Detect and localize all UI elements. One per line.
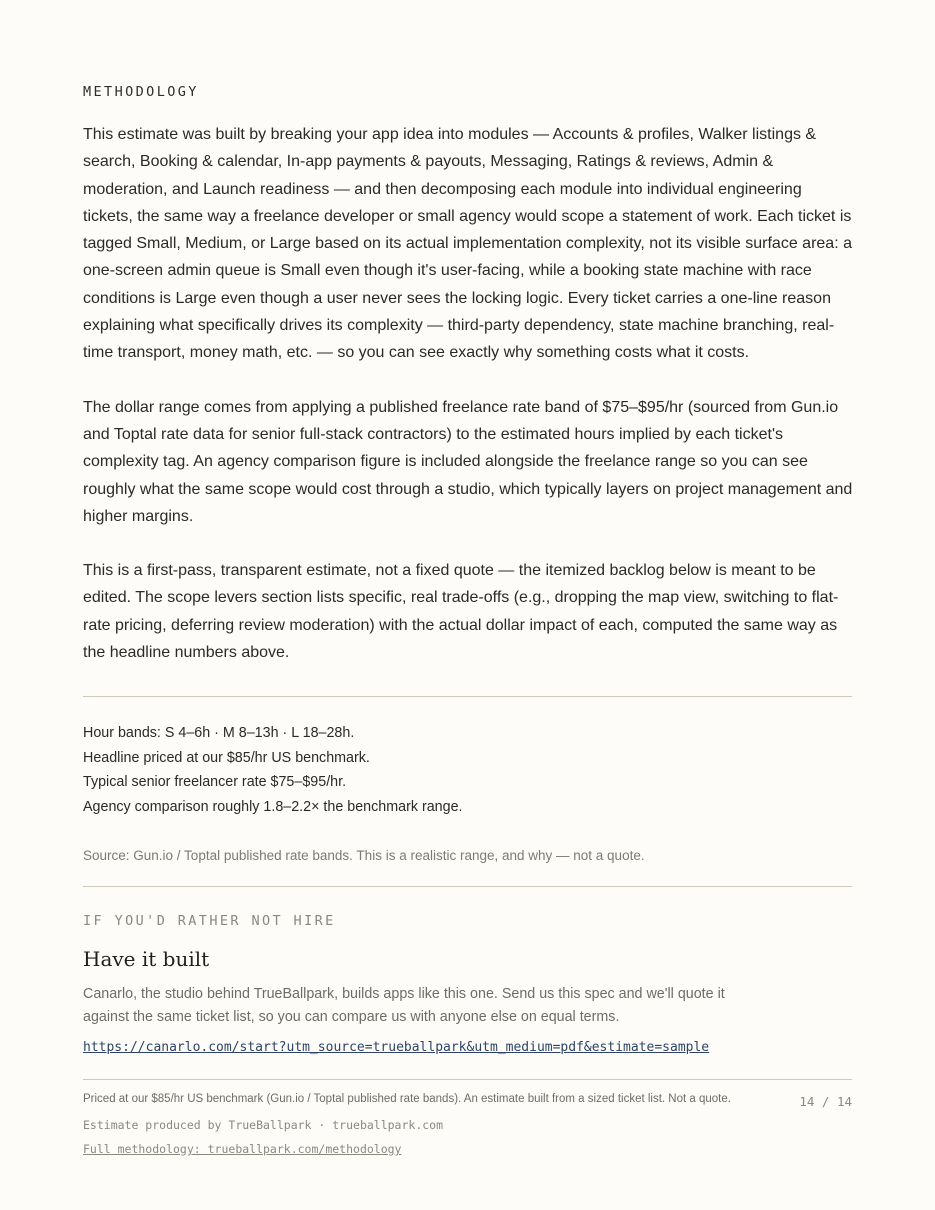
hour-bands — [83, 721, 463, 819]
hire-description: Canarlo, the studio behind TrueBallpark, builds apps like this one. Send us this spec and we'll quote it against the same ticket list, so you can compare us with anyone else on equal terms. — [83, 986, 725, 1025]
hire-title: Have it built — [83, 947, 210, 971]
methodology-body — [83, 121, 855, 693]
divider — [83, 886, 852, 887]
source-note: Source: Gun.io / Toptal published rate bands. This is a realistic range, and why — not a quote. — [83, 848, 645, 863]
divider — [83, 696, 852, 697]
methodology-link[interactable]: Full methodology: trueballpark.com/methodology — [83, 1142, 402, 1156]
hour-band-line: Agency comparison roughly 1.8–2.2× the benchmark range. — [83, 798, 463, 815]
hour-band-line: Typical senior freelancer rate $75–$95/hr. — [83, 774, 347, 790]
hour-band-line: Headline priced at our $85/hr US benchmark. — [83, 749, 370, 766]
hire-label: IF YOU'D RATHER NOT HIRE — [83, 913, 336, 929]
footer-note: Priced at our $85/hr US benchmark (Gun.io / Toptal published rate bands). An estimate built from a sized ticket list. Not a quote. — [83, 1093, 731, 1105]
methodology-paragraph: This estimate was built by breaking your app idea into modules — Accounts & profiles, Walker listings & search, Booking & calendar, In-app payments & payouts, Messaging, Ratings & reviews, Admin & moderation, and Launch readiness — and then decomposing each module into individual engineering tickets, the same way a freelance developer or small agency would scope a statement of work. Each ticket is tagged Small, Medium, or Large based on its actual implementation complexity, not its visible surface area: a one-screen admin queue is Small even though it's user-facing, while a booking state machine with race conditions is Large even though a user never sees the locking logic. Every ticket carries a one-line reason explaining what specifically drives its complexity — third-party dependency, state machine branching, real-time transport, money math, etc. — so you can see exactly why something costs what it costs. — [83, 126, 852, 362]
divider — [83, 1079, 852, 1080]
methodology-label: METHODOLOGY — [83, 84, 199, 100]
canarlo-start-link[interactable]: https://canarlo.com/start?utm_source=trueballpark&utm_medium=pdf&estimate=sample — [83, 1040, 710, 1055]
page-number: 14 / 14 — [799, 1094, 852, 1109]
methodology-paragraph: The dollar range comes from applying a published freelance rate band of $75–$95/hr (sourced from Gun.io and Toptal rate data for senior full-stack contractors) to the estimated hours implied by each ticket's complexity tag. An agency comparison figure is included alongside the freelance range so you can see roughly what the same scope would cost through a studio, which typically layers on project management and higher margins. — [83, 398, 853, 525]
produced-by: Estimate produced by TrueBallpark · trueballpark.com — [83, 1118, 444, 1132]
hour-band-line: Hour bands: S 4–6h · M 8–13h · L 18–28h. — [83, 725, 355, 741]
methodology-paragraph: This is a first-pass, transparent estimate, not a fixed quote — the itemized backlog below is meant to be edited. The scope levers section lists specific, real trade-offs (e.g., dropping the map view, switching to flat-rate pricing, deferring review moderation) with the actual dollar impact of each, computed the same way as the headline numbers above. — [83, 562, 839, 662]
